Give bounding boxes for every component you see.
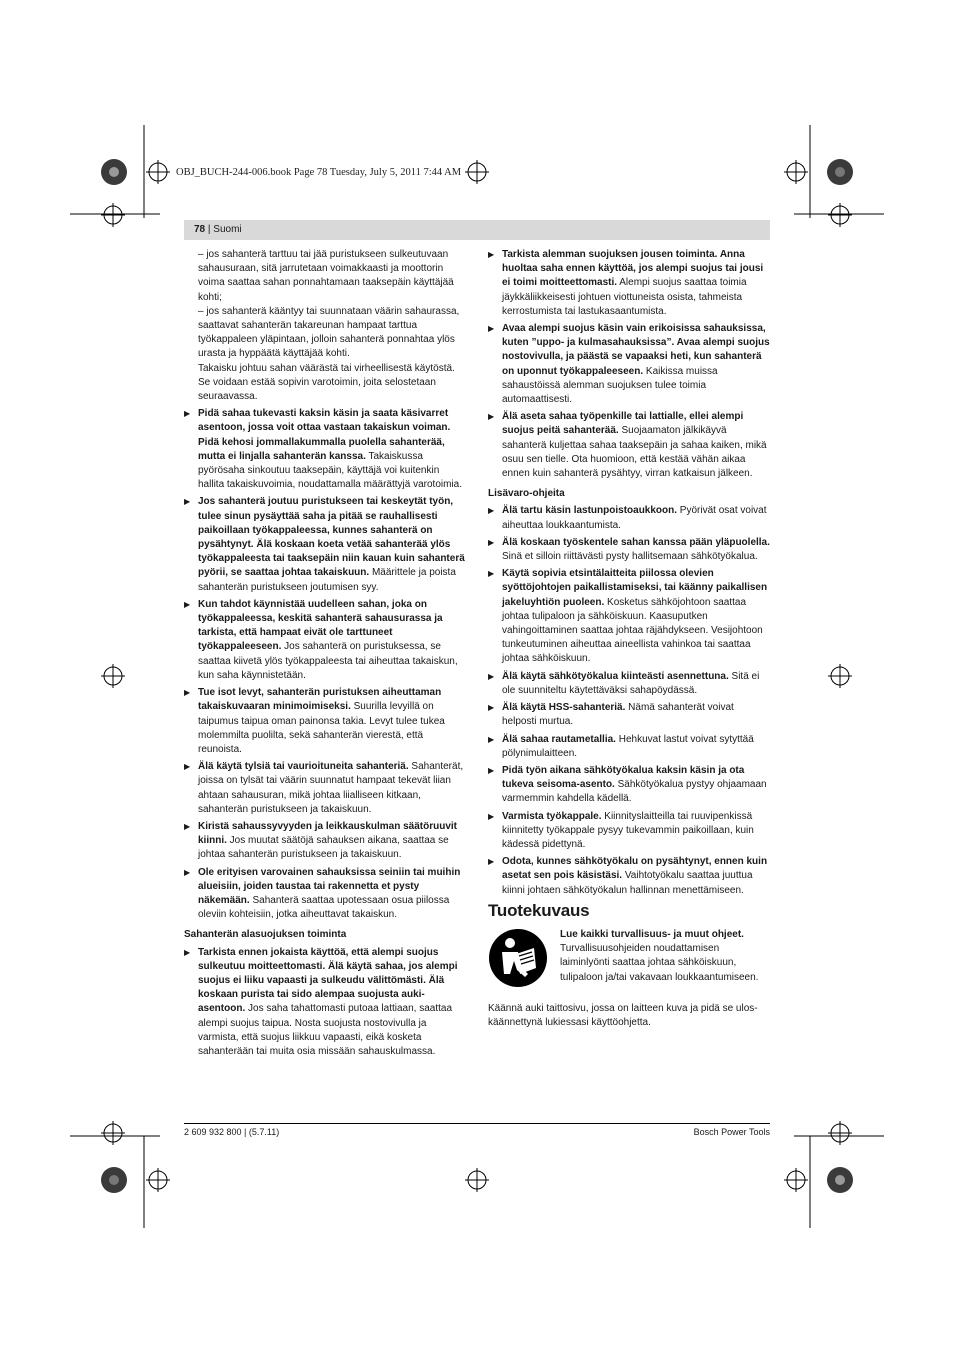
bullet-arrow-icon: ▶ [184, 497, 191, 507]
list-item: ▶ Käytä sopivia etsintälaitteita piilossa olevien syöttöjohtojen paikallistamiseksi, tai käänny paikallisen jakeluyhtiön puoleen. Kosketus sähköjohtoon saattaa johtaa tulipaloon ja sähköiskuun. Kaasuputken vahingoittaminen saattaa johtaa räjähdykseen. Vesijohtoon tunkeutuminen aiheuttaa aineellista vahinkoa tai saattaa johtaa sähköiskuun. [488, 568, 768, 665]
list-item: ▶ Älä tartu käsin lastunpoistoaukkoon. Pyörivät osat voivat aiheuttaa loukkaantumista. [488, 505, 767, 531]
list-item: ▶ Älä aseta sahaa työpenkille tai lattialle, ellei alempi suojus peitä sahanterää. Suojaamaton jälkikäyvä sahanterä kuljettaa sahaa taaksepäin ja sahaa kaiken, mikä osuu sen tielle. Ota huomioon, että kestää vähän aikaa ennen kuin sahanterä pysähtyy, virran katkaisun jälkeen. [488, 411, 767, 480]
list-item: ▶ Älä koskaan työskentele sahan kanssa pään yläpuolella. Sinä et silloin riittävästi pysty hallitsemaan sähkötyökalua. [488, 536, 770, 563]
bullet-arrow-icon: ▶ [184, 599, 191, 609]
list-item: ▶ Pidä sahaa tukevasti kaksin käsin ja saata käsivarret asentoon, jossa voit ottaa vastaan takaiskun voiman. Pidä kehosi jommallakummalla puolella sahanterää, mutta ei linjalla sahanterän kanssa. Takaiskussa pyörösaha sinkoutuu taaksepäin, käyttäjä voi kuitenkin hallita takaiskuvoimia, noudattamalla määrättyjä varotoimia. [184, 408, 463, 491]
list-item: ▶ Älä käytä sähkötyökalua kiinteästi asennettuna. Sitä ei ole suunniteltu käytettäväksi sahapöydässä. [488, 670, 760, 696]
list-item: ▶ Älä sahaa rautametallia. Hehkuvat lastut voivat sytyttää pölynimulaitteen. [488, 733, 754, 759]
page-header [184, 220, 770, 240]
left-column [184, 248, 466, 1062]
bullet-arrow-icon: ▶ [184, 821, 191, 831]
list-item: ▶ Tarkista ennen jokaista käyttöä, että alempi suojus sulkeutuu moitteettomasti. Älä käytä sahaa, jos alempi suojus ei liiku vapaasti ja sulkeudu välittömästi. Älä koskaan purista tai sido alempaa suojusta auki-asentoon. Jos saha tahattomasti putoaa lattiaan, saattaa alempi suojus taipua. Nosta suojusta nostovivulla ja varmista, että suojus liikkuu vapaasti, eikä kosketa sahanterään tai muita osia missään sahauskulmassa. [184, 946, 458, 1057]
subheading: Sahanterän alasuojuksen toiminta [184, 929, 347, 941]
bullet-arrow-icon: ▶ [184, 762, 191, 772]
list-item: ▶ Varmista työkappale. Kiinnityslaitteilla tai ruuvipenkissä kiinnitetty työkappale pysyy tukevammin paikoillaan, kuin kädessä pidettynä. [488, 810, 754, 850]
notice-text: Turvallisuusohjeiden noudattamisen laiminlyönti saattaa johtaa sähköiskuun, tulipaloon ja/tai vakavaan loukkaantumiseen. [560, 943, 759, 983]
list-item: ▶ Tue isot levyt, sahanterän puristuksen aiheuttaman takaiskuvaaran minimoimiseksi. Suurilla levyillä on taipumus taipua oman painonsa takia. Levyt tulee tukea molemmilta puolilta, sekä sahanterän vierestä, että reunoista. [184, 687, 445, 755]
footer-doc-number: 2 609 932 800 | (5.7.11) [184, 1127, 280, 1137]
bullet-arrow-icon: ▶ [184, 867, 191, 877]
read-instructions-notice [488, 928, 770, 988]
closing-paragraph: Käännä auki taittosivu, jossa on laitteen kuva ja pidä se ulos-käännettynä lukiessasi käyttöohjetta. [488, 1002, 758, 1029]
intro-paragraph: – jos sahanterä tarttuu tai jää puristukseen sulkeutuvaan sahausuraan, sitä jarrutetaan voimakkaasti ja moottorin voima saattaa sahan ponnahtamaan taaksepäin käyttäjää kohti; [198, 249, 454, 303]
right-column [488, 248, 770, 1030]
bullet-arrow-icon: ▶ [488, 537, 495, 547]
bullet-arrow-icon: ▶ [184, 409, 191, 419]
list-item: ▶ Ole erityisen varovainen sahauksissa seiniin tai muihin alueisiin, joiden taustaa tai rakennetta et pysty näkemään. Sahanterä saattaa upotessaan osua piilossa oleviin kohteisiin, jotka aiheuttavat takaiskun. [184, 866, 461, 921]
bullet-arrow-icon: ▶ [488, 734, 495, 744]
bullet-arrow-icon: ▶ [488, 412, 495, 422]
page-number: 78 [194, 224, 206, 235]
bullet-arrow-icon: ▶ [488, 250, 495, 259]
list-item: ▶ Pidä työn aikana sähkötyökalua kaksin käsin ja ota tukeva seisoma-asento. Sähkötyökalua pystyy ohjaamaan varmemmin kahdella kädellä. [488, 764, 767, 805]
subheading: Lisävaro-ohjeita [488, 488, 565, 500]
bullet-arrow-icon: ▶ [184, 947, 191, 957]
intro-paragraph: – jos sahanterä kääntyy tai suunnataan väärin sahaurassa, saattavat sahanterän takareunan hampaat tarttua työkappaleen yläpintaan, jolloin sahanterä ponnahtaa ylös urasta ja hyppäätä käyttäjää kohti. [198, 305, 460, 360]
bullet-arrow-icon: ▶ [488, 703, 495, 713]
intro-paragraph: Takaisku johtuu sahan väärästä tai virheellisestä käytöstä. Se voidaan estää sopivin varotoimin, joita selostetaan seuraavassa. [198, 362, 455, 403]
list-item: ▶ Älä käytä HSS-sahanteriä. Nämä sahanterät voivat helposti murtua. [488, 702, 734, 728]
list-item: ▶ Älä käytä tylsiä tai vaurioituneita sahanteriä. Sahanterät, joissa on tylsät tai väärin suunnatut hampaat tekevät liian ahtaan sahausuran, mikä johtaa liialliseen kitkaan, sahanterän puristukseen ja takaiskuun. [184, 761, 464, 815]
bullet-arrow-icon: ▶ [488, 765, 495, 775]
bullet-arrow-icon: ▶ [488, 671, 495, 681]
section-name: | Suomi [207, 224, 242, 235]
notice-bold: Lue kaikki turvallisuus- ja muut ohjeet. [560, 928, 744, 940]
list-item: ▶ Jos sahanterä joutuu puristukseen tai keskeytät työn, tulee sinun pysäyttää saha ja pitää se rauhallisesti paikoillaan työkappaleessa, kunnes sahanterä on pysähtynyt. Älä koskaan koeta vetää sahanterää ylös työkappaleesta tai taaksepäin niin kauan kuin sahanterä pyörii, se saattaa johtaa takaiskuun. Määrittele ja poista sahanterän puristukseen joutumisen syy. [184, 496, 465, 593]
bullet-arrow-icon: ▶ [488, 569, 495, 579]
bullet-arrow-icon: ▶ [488, 324, 495, 334]
bullet-arrow-icon: ▶ [488, 506, 495, 516]
bullet-arrow-icon: ▶ [488, 857, 495, 867]
section-heading: Tuotekuvaus [488, 900, 590, 920]
read-manual-icon [488, 928, 548, 988]
footer-brand: Bosch Power Tools [693, 1127, 770, 1137]
print-slug: OBJ_BUCH-244-006.book Page 78 Tuesday, July 5, 2011 7:44 AM [176, 167, 462, 178]
list-item: ▶ Odota, kunnes sähkötyökalu on pysähtynyt, ennen kuin asetat sen pois käsistäsi. Vaihtotyökalu saattaa juuttua kiinni johtaen sähkötyökalun hallinnan menettämiseen. [488, 856, 768, 896]
bullet-arrow-icon: ▶ [184, 688, 191, 698]
bullet-arrow-icon: ▶ [488, 811, 495, 821]
list-item: ▶ Avaa alempi suojus käsin vain erikoisissa sahauksissa, kuten ”uppo- ja kulmasahauksissa”. Avaa alempi suojus nostovivulla, ja päästä se vapaaksi heti, kun sahanterä on uponnut työkappaleeseen. Kaikissa muissa sahaustöissä alemman suojuksen tulee toimia automaattisesti. [488, 323, 770, 406]
list-item: ▶ Kiristä sahaussyvyyden ja leikkauskulman säätöruuvit kiinni. Jos muutat säätöjä sahauksen aikana, saattaa se johtaa sahanterän puristukseen ja takaiskuun. [184, 820, 458, 861]
footer-rule [184, 1123, 770, 1124]
list-item: ▶ Tarkista alemman suojuksen jousen toiminta. Anna huoltaa saha ennen käyttöä, jos alempi suojus tai jousi ei toimi moitteettomasti. Alempi suojus saattaa toimia jäykkäliikkeisesti johtuen viottuneista osista, tahmeista kerrostumista tai lastukasaantumista. [488, 249, 764, 317]
list-item: ▶ Kun tahdot käynnistää uudelleen sahan, joka on työkappaleessa, keskitä sahanterä sahausurassa ja tarkista, että hampaat eivät ole tarttuneet työkappaleeseen. Jos sahanterä on puristuksessa, se saattaa kiivetä ylös työkappaleesta tai aiheuttaa takaiskun, kun saha käynnistetään. [184, 598, 458, 681]
